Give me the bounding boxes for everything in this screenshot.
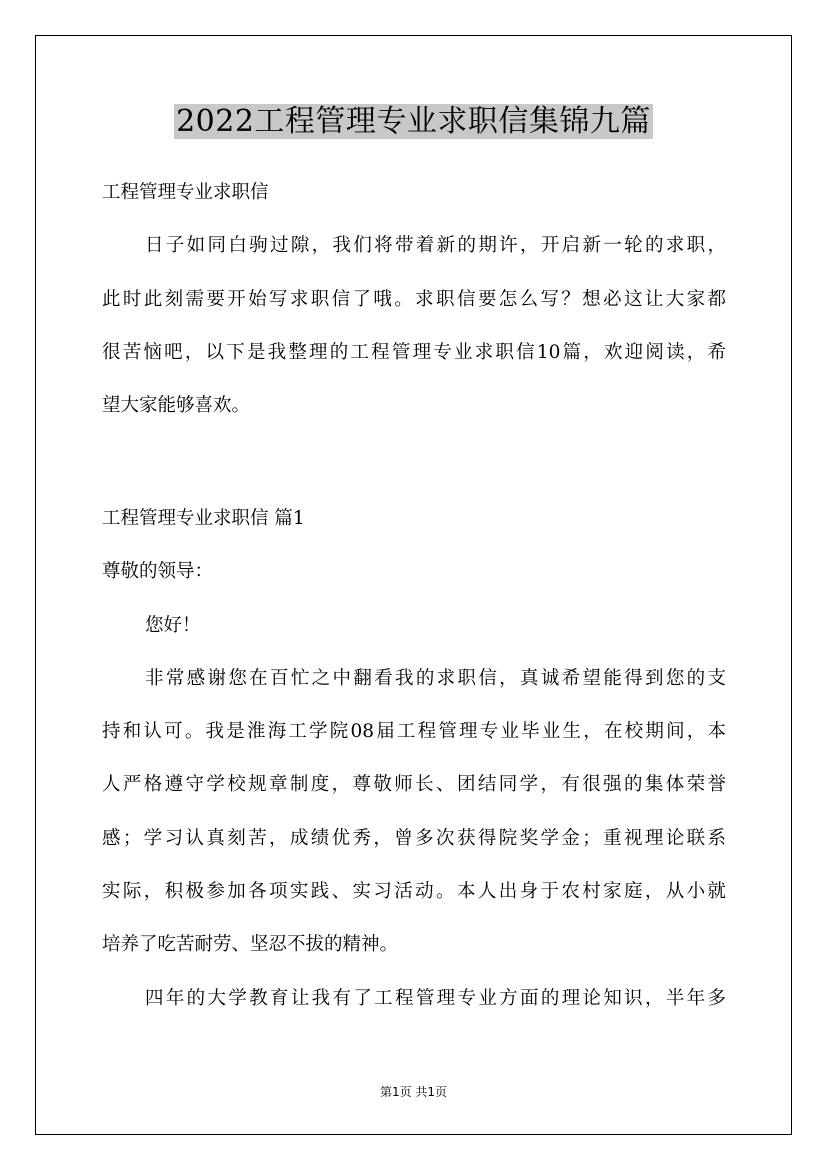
intro-line: 日子如同白驹过隙，我们将带着新的期许，开启新一轮的求职， bbox=[145, 235, 726, 257]
page-footer bbox=[0, 1083, 827, 1100]
document-body bbox=[102, 166, 726, 432]
paragraph-line: 非常感谢您在百忙之中翻看我的求职信，真诚希望能得到您的支 bbox=[145, 667, 726, 689]
paragraph-line: 人严格遵守学校规章制度，尊敬师长、团结同学，有很强的集体荣誉 bbox=[102, 774, 726, 796]
page-number: 第1页 共1页 bbox=[379, 1085, 448, 1099]
intro-heading: 工程管理专业求职信 bbox=[102, 182, 269, 203]
paragraph-line: 持和认可。我是淮海工学院08届工程管理专业毕业生，在校期间，本 bbox=[102, 721, 726, 743]
salutation: 尊敬的领导： bbox=[102, 561, 214, 583]
greeting: 您好！ bbox=[145, 614, 201, 636]
intro-line: 很苦恼吧，以下是我整理的工程管理专业求职信10篇，欢迎阅读，希 bbox=[102, 341, 726, 363]
document-title bbox=[0, 100, 827, 144]
intro-line: 望大家能够喜欢。 bbox=[102, 395, 251, 417]
paragraph-line: 四年的大学教育让我有了工程管理专业方面的理论知识，半年多 bbox=[145, 987, 726, 1009]
letter-body bbox=[102, 492, 726, 1025]
intro-line: 此时此刻需要开始写求职信了哦。求职信要怎么写？想必这让大家都 bbox=[102, 288, 726, 310]
document-title-text: 2022工程管理专业求职信集锦九篇 bbox=[176, 104, 651, 139]
section-heading: 工程管理专业求职信 篇1 bbox=[102, 508, 305, 529]
paragraph-line: 感；学习认真刻苦，成绩优秀，曾多次获得院奖学金；重视理论联系 bbox=[102, 827, 726, 849]
paragraph-line: 培养了吃苦耐劳、坚忍不拔的精神。 bbox=[102, 934, 399, 956]
paragraph-line: 实际，积极参加各项实践、实习活动。本人出身于农村家庭，从小就 bbox=[102, 881, 726, 903]
